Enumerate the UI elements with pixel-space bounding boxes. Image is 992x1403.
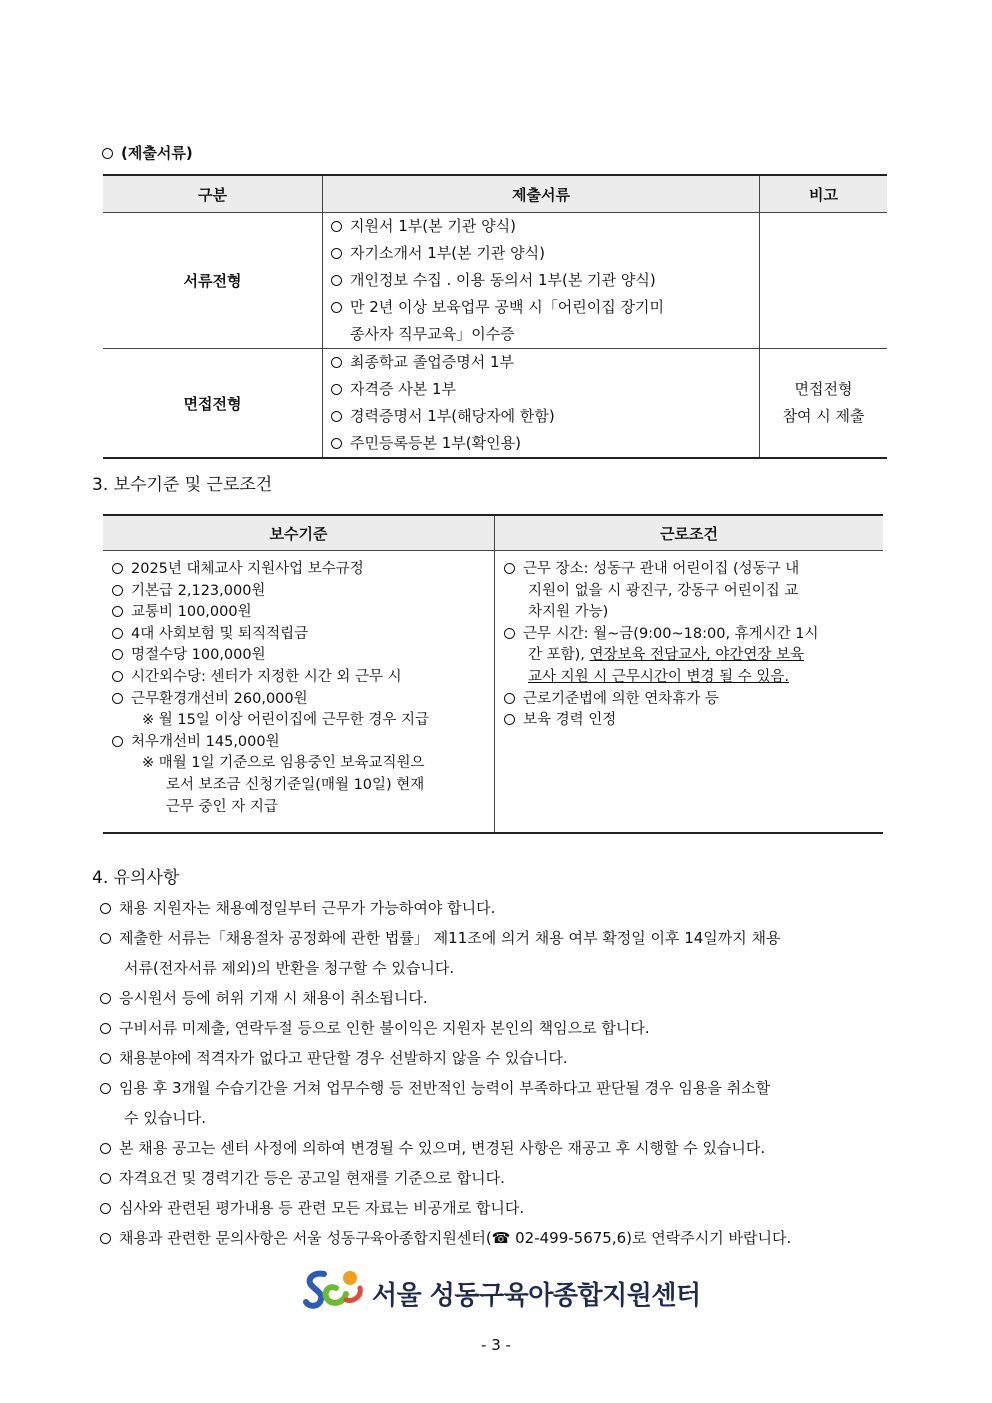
list-item: 채용분야에 적격자가 없다고 판단할 경우 선발하지 않을 수 있습니다. (100, 1043, 910, 1073)
list-item-continuation: 서류(전자서류 제외)의 반환을 청구할 수 있습니다. (124, 959, 455, 977)
list-item: 주민등록등본 1부(확인용) (331, 430, 749, 457)
list-item: 채용 지원자는 채용예정일부터 근무가 가능하여야 합니다. (100, 893, 910, 923)
logo-stroke-blue (306, 1274, 324, 1306)
circle-bullet-icon (331, 302, 342, 313)
list-item: 구비서류 미제출, 연락두절 등으로 인한 불이익은 지원자 본인의 책임으로 합니다. (100, 1013, 910, 1043)
center-logo-icon (302, 1266, 368, 1312)
circle-bullet-icon (102, 148, 113, 159)
logo-dot-orange (343, 1271, 357, 1285)
circle-bullet-icon (331, 411, 342, 422)
list-item: 심사와 관련된 평가내용 등 관련 모든 자료는 비공개로 합니다. (100, 1193, 910, 1223)
pay-note: ※ 월 15일 이상 어린이집에 근무한 경우 지급 (142, 712, 429, 729)
list-item: 명절수당 100,000원 (104, 645, 493, 667)
list-item-continuation: 수 있습니다. (124, 1109, 206, 1127)
circle-bullet-icon (331, 384, 342, 395)
circle-bullet-icon (100, 903, 111, 914)
header-pay: 보수기준 (103, 515, 495, 551)
documents-cell (323, 349, 760, 459)
circle-bullet-icon (100, 933, 111, 944)
list-item-continuation: 차지원 가능) (528, 604, 609, 621)
circle-bullet-icon (112, 649, 123, 660)
list-item: 근무 시간: 월~금(9:00~18:00, 휴게시간 1시 (496, 624, 882, 646)
header-documents: 제출서류 (323, 175, 760, 213)
list-item: 처우개선비 145,000원 (104, 732, 493, 754)
list-item: 응시원서 등에 허위 기재 시 채용이 취소됩니다. (100, 983, 910, 1013)
pay-note-continuation: 근무 중인 자 지급 (166, 798, 278, 815)
circle-bullet-icon (504, 563, 515, 574)
circle-bullet-icon (112, 606, 123, 617)
circle-bullet-icon (112, 736, 123, 747)
circle-bullet-icon (504, 693, 515, 704)
circle-bullet-icon (112, 671, 123, 682)
submission-heading: (제출서류) (102, 142, 193, 163)
circle-bullet-icon (504, 628, 515, 639)
header-conditions: 근로조건 (495, 515, 884, 551)
circle-bullet-icon (100, 1233, 111, 1244)
circle-bullet-icon (504, 714, 515, 725)
list-item-continuation: 간 포함), 연장보육 전담교사, 야간연장 보육 (528, 647, 805, 664)
list-item: 임용 후 3개월 수습기간을 거쳐 업무수행 등 전반적인 능력이 부족하다고 판단될 경우 임용을 취소할 (100, 1073, 910, 1103)
notice-list (100, 893, 910, 1253)
circle-bullet-icon (112, 563, 123, 574)
list-item: 교통비 100,000원 (104, 602, 493, 624)
remarks-cell (760, 213, 888, 349)
circle-bullet-icon (100, 1173, 111, 1184)
circle-bullet-icon (100, 993, 111, 1004)
list-item: 지원서 1부(본 기관 양식) (331, 213, 749, 240)
list-item: 보육 경력 인정 (496, 710, 882, 732)
list-item: 근무환경개선비 260,000원 (104, 689, 493, 711)
list-item: 기본급 2,123,000원 (104, 581, 493, 603)
list-item-continuation: 지원이 없을 시 광진구, 강동구 어린이집 교 (528, 582, 799, 599)
list-item: 자격증 사본 1부 (331, 376, 749, 403)
list-item: 시간외수당: 센터가 지정한 시간 외 근무 시 (104, 667, 493, 689)
circle-bullet-icon (112, 628, 123, 639)
list-item: 제출한 서류는「채용절차 공정화에 관한 법률」 제11조에 의거 채용 여부 확정일 이후 14일까지 채용 (100, 923, 910, 953)
list-item: 자격요건 및 경력기간 등은 공고일 현재를 기준으로 합니다. (100, 1163, 910, 1193)
section-3-title: 3. 보수기준 및 근로조건 (92, 475, 273, 495)
list-item: 근로기준법에 의한 연차휴가 등 (496, 689, 882, 711)
circle-bullet-icon (112, 693, 123, 704)
logo-stroke-green (326, 1287, 346, 1303)
list-item: 만 2년 이상 보육업무 공백 시「어린이집 장기미 (331, 294, 749, 321)
remarks-cell (760, 349, 888, 459)
list-item: 근무 장소: 성동구 관내 어린이집 (성동구 내 (496, 559, 882, 581)
pay-cell (103, 551, 495, 834)
list-item: 자기소개서 1부(본 기관 양식) (331, 240, 749, 267)
list-item: 본 채용 공고는 센터 사정에 의하여 변경될 수 있으며, 변경된 사항은 재공고 후 시행할 수 있습니다. (100, 1133, 910, 1163)
header-remarks: 비고 (760, 175, 888, 213)
category-cell: 면접전형 (103, 349, 323, 459)
list-item: 경력증명서 1부(해당자에 한함) (331, 403, 749, 430)
submission-table (103, 174, 887, 459)
circle-bullet-icon (331, 221, 342, 232)
list-item-continuation (496, 667, 882, 689)
category-cell: 서류전형 (103, 213, 323, 349)
circle-bullet-icon (331, 438, 342, 449)
pay-conditions-table (103, 514, 883, 834)
pay-note-continuation: 로서 보조금 신청기준일(매월 10일) 현재 (166, 776, 425, 793)
list-item: 최종학교 졸업증명서 1부 (331, 349, 749, 376)
circle-bullet-icon (100, 1053, 111, 1064)
circle-bullet-icon (331, 248, 342, 259)
page-number: - 3 - (481, 1336, 511, 1354)
remarks-line: 참여 시 제출 (782, 407, 865, 425)
circle-bullet-icon (331, 357, 342, 368)
table-row (103, 349, 887, 459)
underlined-text: 교사 지원 시 근무시간이 변경 될 수 있음. (528, 668, 789, 685)
list-item: 2025년 대체교사 지원사업 보수규정 (104, 559, 493, 581)
circle-bullet-icon (331, 275, 342, 286)
table-row (103, 213, 887, 349)
list-item: 채용과 관련한 문의사항은 서울 성동구육아종합지원센터(☎ 02-499-5675,6)로 연락주시기 바랍니다. (100, 1223, 910, 1253)
list-item-continuation: 종사자 직무교육」이수증 (350, 325, 515, 343)
center-logo-text: 서울 성동구육아종합지원센터 (372, 1281, 701, 1311)
circle-bullet-icon (100, 1143, 111, 1154)
circle-bullet-icon (100, 1083, 111, 1094)
list-item: 4대 사회보험 및 퇴직적립금 (104, 624, 493, 646)
documents-cell (323, 213, 760, 349)
table-row (103, 551, 883, 834)
circle-bullet-icon (100, 1023, 111, 1034)
remarks-line: 면접전형 (794, 380, 853, 398)
pay-note: ※ 매월 1일 기준으로 임용중인 보육교직원으 (142, 755, 425, 772)
list-item: 개인정보 수집 . 이용 동의서 1부(본 기관 양식) (331, 267, 749, 294)
circle-bullet-icon (112, 585, 123, 596)
circle-bullet-icon (100, 1203, 111, 1214)
conditions-cell (495, 551, 884, 834)
header-category: 구분 (103, 175, 323, 213)
underlined-text: 연장보육 전담교사, 야간연장 보육 (589, 647, 805, 664)
section-4-title: 4. 유의사항 (92, 868, 180, 888)
